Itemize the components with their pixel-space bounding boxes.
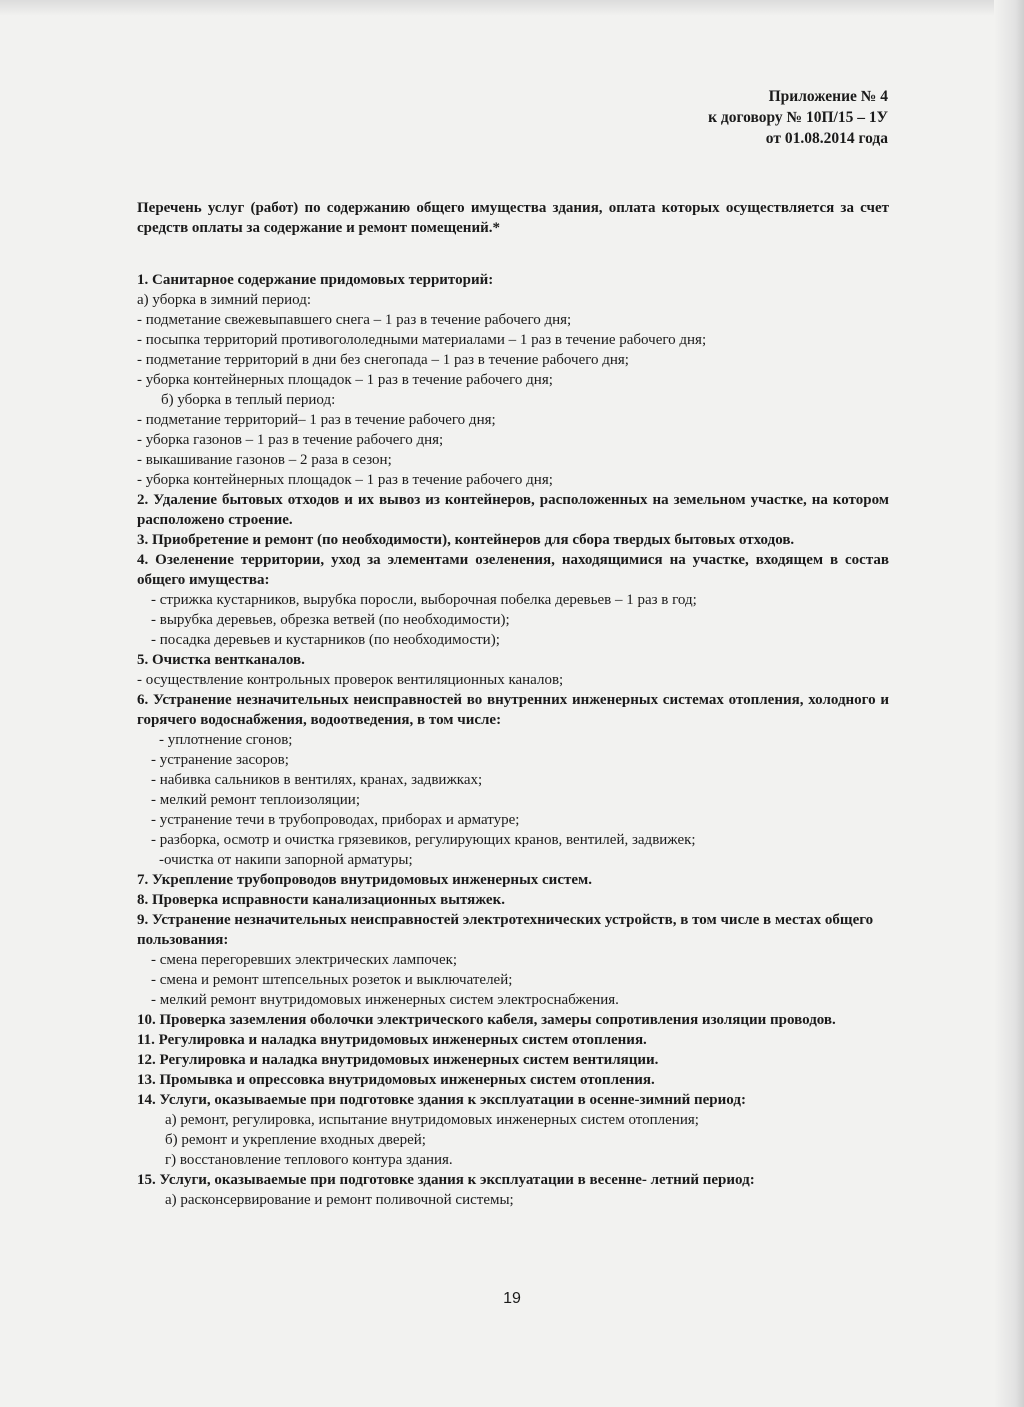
list-item: - мелкий ремонт внутридомовых инженерных систем электроснабжения. bbox=[151, 992, 619, 1008]
list-item: - мелкий ремонт теплоизоляции; bbox=[151, 792, 360, 808]
document-title: Перечень услуг (работ) по содержанию общего имущества здания, оплата которых осуществляется за счет средств оплаты за содержание и ремонт помещений.* bbox=[137, 200, 889, 236]
list-item: - осуществление контрольных проверок вентиляционных каналов; bbox=[137, 672, 564, 688]
list-item: а) расконсервирование и ремонт поливочной системы; bbox=[165, 1192, 514, 1208]
contract-reference: к договору № 10П/15 – 1У bbox=[708, 109, 888, 126]
list-item: б) ремонт и укрепление входных дверей; bbox=[165, 1132, 426, 1148]
list-item: - посадка деревьев и кустарников (по необходимости); bbox=[151, 632, 500, 648]
section-heading: 13. Промывка и опрессовка внутридомовых инженерных систем отопления. bbox=[137, 1072, 655, 1088]
page-number: 19 bbox=[503, 1290, 521, 1307]
list-item: - подметание территорий в дни без снегопада – 1 раз в течение рабочего дня; bbox=[137, 352, 629, 368]
appendix-number: Приложение № 4 bbox=[768, 88, 888, 105]
section-heading: 8. Проверка исправности канализационных вытяжек. bbox=[137, 892, 505, 908]
section-heading: 1. Санитарное содержание придомовых территорий: bbox=[137, 272, 494, 288]
list-item: - подметание свежевыпавшего снега – 1 раз в течение рабочего дня; bbox=[137, 312, 572, 328]
section-heading: 4. Озеленение территории, уход за элементами озеленения, находящимися на участке, входящем в состав общего имущества: bbox=[137, 552, 889, 588]
contract-date: от 01.08.2014 года bbox=[765, 130, 888, 147]
list-item: - стрижка кустарников, вырубка поросли, выборочная побелка деревьев – 1 раз в год; bbox=[151, 592, 697, 608]
list-item: б) уборка в теплый период: bbox=[161, 392, 336, 408]
list-item: - устранение течи в трубопроводах, приборах и арматуре; bbox=[151, 812, 520, 828]
document-body bbox=[137, 198, 889, 1210]
list-item: - вырубка деревьев, обрезка ветвей (по необходимости); bbox=[151, 612, 510, 628]
section-heading: 6. Устранение незначительных неисправностей во внутренних инженерных системах отопления, холодного и горячего водоснабжения, водоотведения, в том числе: bbox=[137, 692, 889, 728]
list-item: - посыпка территорий противогололедными материалами – 1 раз в течение рабочего дня; bbox=[137, 332, 707, 348]
list-item: -очистка от накипи запорной арматуры; bbox=[159, 852, 413, 868]
appendix-header bbox=[528, 86, 888, 149]
scan-right-edge bbox=[994, 0, 1024, 1407]
section-heading: 7. Укрепление трубопроводов внутридомовых инженерных систем. bbox=[137, 872, 592, 888]
list-item: а) уборка в зимний период: bbox=[137, 292, 311, 308]
services-list bbox=[137, 270, 889, 1210]
list-item: - смена и ремонт штепсельных розеток и выключателей; bbox=[151, 972, 513, 988]
list-item: - подметание территорий– 1 раз в течение рабочего дня; bbox=[137, 412, 496, 428]
section-heading: 12. Регулировка и наладка внутридомовых инженерных систем вентиляции. bbox=[137, 1052, 659, 1068]
list-item: - смена перегоревших электрических лампочек; bbox=[151, 952, 458, 968]
list-item: - уборка контейнерных площадок – 1 раз в течение рабочего дня; bbox=[137, 472, 553, 488]
list-item: - разборка, осмотр и очистка грязевиков, регулирующих кранов, вентилей, задвижек; bbox=[151, 832, 696, 848]
list-item: г) восстановление теплового контура здания. bbox=[165, 1152, 453, 1168]
section-heading: 14. Услуги, оказываемые при подготовке здания к эксплуатации в осенне-зимний период: bbox=[137, 1092, 746, 1108]
list-item: - устранение засоров; bbox=[151, 752, 289, 768]
list-item: - уборка газонов – 1 раз в течение рабочего дня; bbox=[137, 432, 444, 448]
section-heading: 9. Устранение незначительных неисправностей электротехнических устройств, в том числе в местах общего пользования: bbox=[137, 912, 874, 948]
section-heading: 2. Удаление бытовых отходов и их вывоз из контейнеров, расположенных на земельном участке, на котором расположено строение. bbox=[137, 492, 889, 528]
list-item: - уборка контейнерных площадок – 1 раз в течение рабочего дня; bbox=[137, 372, 553, 388]
scan-top-edge bbox=[0, 0, 1024, 16]
list-item: а) ремонт, регулировка, испытание внутридомовых инженерных систем отопления; bbox=[165, 1112, 699, 1128]
section-heading: 3. Приобретение и ремонт (по необходимости), контейнеров для сбора твердых бытовых отходов. bbox=[137, 532, 795, 548]
list-item: - набивка сальников в вентилях, кранах, задвижках; bbox=[151, 772, 483, 788]
list-item: - уплотнение сгонов; bbox=[159, 732, 293, 748]
section-heading: 5. Очистка вентканалов. bbox=[137, 652, 305, 668]
section-heading: 10. Проверка заземления оболочки электрического кабеля, замеры сопротивления изоляции проводов. bbox=[137, 1012, 836, 1028]
section-heading: 15. Услуги, оказываемые при подготовке здания к эксплуатации в весенне- летний период: bbox=[137, 1172, 755, 1188]
list-item: - выкашивание газонов – 2 раза в сезон; bbox=[137, 452, 392, 468]
section-heading: 11. Регулировка и наладка внутридомовых инженерных систем отопления. bbox=[137, 1032, 647, 1048]
